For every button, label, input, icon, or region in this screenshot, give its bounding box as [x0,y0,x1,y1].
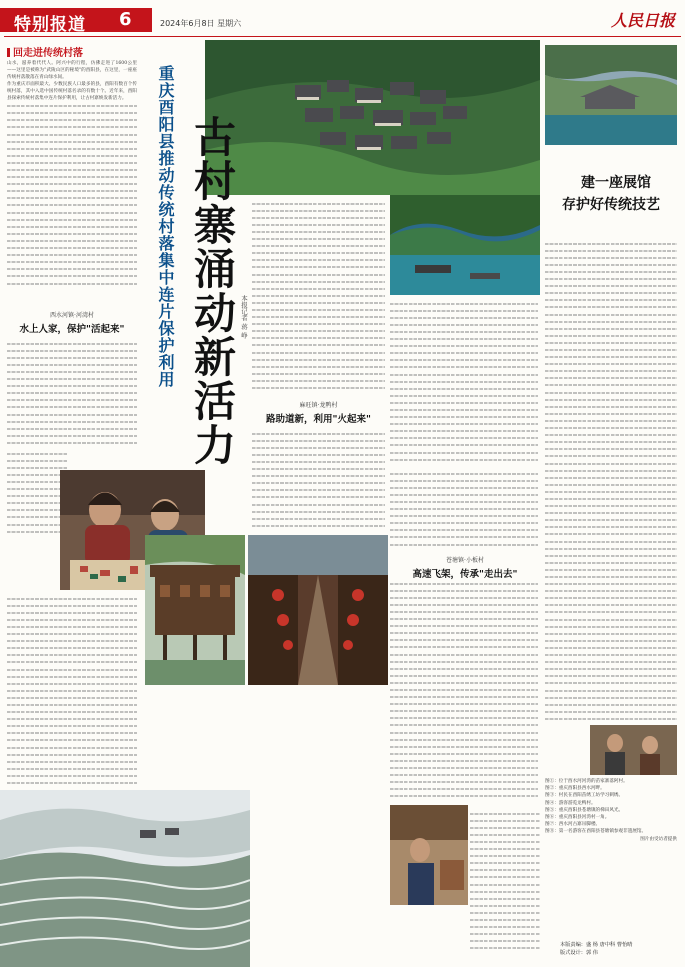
section1-text-narrow [7,450,67,540]
section3-heading [405,555,525,580]
section3-text-lower [470,810,540,960]
intro-body: 作为重庆市面积最大、少数民族人口最多的县，酉阳有数百个传统村落，其中入选中国传统村落名录的有数十个。近年来，酉阳县探索传统村落集中连片保护利用，让古村寨焕发新活力。 [7,82,137,102]
editors-line-2: 版式设计：郭 伟 [560,949,598,956]
section3-title: 高速飞架，传承"走出去" [412,569,518,580]
caption-8: 图⑧：第一名游客在酉阳县苍塘镇参观非遗展馆。 [545,829,647,835]
section2-title: 路助道新，利用"火起来" [266,414,371,425]
photo-captions [545,778,677,842]
museum-visit-photo [390,805,468,905]
caption-7: 图⑦：西水河古寨吊脚楼。 [545,822,601,828]
right-title-line1: 建一座展馆 [581,175,651,191]
section1-text-lower [7,595,137,790]
aerial-village-photo [205,40,540,195]
section3-text [390,580,538,805]
artisans-photo [590,725,677,775]
center-text-2 [390,300,538,465]
column-head: 回走进传统村落 [7,44,83,59]
caption-4: 图④：游客游览龙鸭村。 [545,800,596,806]
issue-date: 2024年6月8日 星期六 [160,19,242,28]
editors-line-1: 本版责编：盛 杨 唐中科 曹怡晴 [560,942,633,948]
main-headline: 古村寨涌动新活力 [188,115,237,467]
caption-6: 图⑥：重庆酉阳县河湾村一角。 [545,815,610,821]
section1-kicker: 西水河镇·河湾村 [50,312,94,319]
section1-title: 水上人家，保护"活起来" [19,324,125,335]
right-column-text [545,240,677,725]
center-text-1 [252,200,385,395]
intro-lead: 山水，滋养着代代人。阿兴中的行程，仿佛走进了1600公里——这里是被称为"武陵山区的秘境"的酉阳县，在这里，一座座传统村落散落在青山绿水间。 [7,61,137,81]
page-header [0,0,685,38]
page-number: 6 [119,9,132,30]
section3-kicker: 苍塘镇·小板村 [446,557,484,564]
header-rule [4,36,681,37]
rice-terraces-photo [0,790,250,967]
caption-3: 图③：村民在酉阳苗绣工坊学习刺绣。 [545,793,624,799]
section2-kicker: 麻旺镇·龙鸭村 [299,402,338,409]
section1-text [7,340,137,450]
section2-text [252,430,385,530]
caption-5: 图⑤：重庆酉阳县苍塘镇的梯田风光。 [545,807,624,813]
intro-text [7,60,137,308]
lantern-street-photo [248,535,388,685]
section1-heading [7,310,137,335]
center-text-3 [390,470,538,550]
headline-byline: 本报记者 蒋 峥 [240,295,248,339]
caption-1: 图①：位于酉水河河湾的苗家寨落阿村。 [545,779,628,784]
section2-heading [252,400,385,425]
exhibition-hall-photo [545,45,677,145]
stilt-house-photo [145,535,245,685]
right-title-line2: 存护好传统技艺 [562,197,660,213]
editors-credit [560,942,680,957]
caption-2: 图②：重庆酉阳县西水河畔。 [545,786,605,792]
section-title: 特别报道 [14,15,86,35]
headline-subtitle: 重庆酉阳县推动传统村落集中连片保护利用 [156,65,175,388]
river-boat-photo [390,195,540,295]
caption-credit: 图片由受访者提供 [640,836,677,842]
newspaper-logo: 人民日报 [611,11,676,30]
